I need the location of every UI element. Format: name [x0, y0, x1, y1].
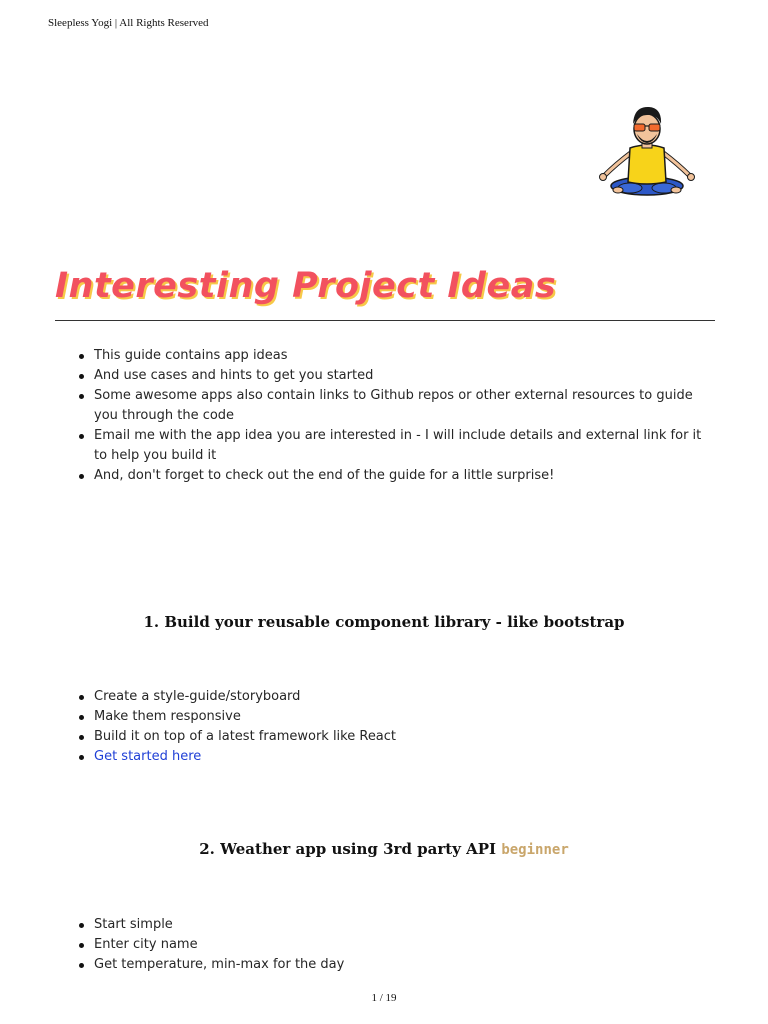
list-item: Create a style-guide/storyboard — [94, 687, 709, 707]
section-2-list — [94, 915, 709, 975]
section-1-list — [94, 687, 709, 767]
list-item: Make them responsive — [94, 707, 709, 727]
list-item: And, don't forget to check out the end of the guide for a little surprise! — [94, 466, 709, 486]
title-divider — [55, 320, 715, 321]
get-started-link[interactable]: Get started here — [94, 749, 202, 764]
intro-list — [94, 346, 709, 486]
page-number: 1 / 19 — [371, 992, 397, 1004]
header-copyright: Sleepless Yogi | All Rights Reserved — [48, 17, 209, 29]
list-item: Get temperature, min-max for the day — [94, 955, 709, 975]
difficulty-tag: beginner — [501, 842, 569, 858]
list-item: Enter city name — [94, 935, 709, 955]
list-item-link — [94, 747, 709, 767]
list-item: Email me with the app idea you are interested in - I will include details and external link for it to help you build it — [94, 426, 709, 466]
list-item: Some awesome apps also contain links to Github repos or other external resources to guide you through the code — [94, 386, 709, 426]
list-item: And use cases and hints to get you started — [94, 366, 709, 386]
section-heading-2-text: 2. Weather app using 3rd party API — [199, 840, 497, 858]
list-item: Start simple — [94, 915, 709, 935]
list-item: This guide contains app ideas — [94, 346, 709, 366]
section-heading-1: 1. Build your reusable component library - like bootstrap — [143, 613, 625, 631]
page-title: Interesting Project Ideas — [55, 266, 557, 306]
meditating-yogi-icon — [594, 102, 700, 200]
list-item: Build it on top of a latest framework like React — [94, 727, 709, 747]
section-heading-2 — [0, 840, 768, 858]
